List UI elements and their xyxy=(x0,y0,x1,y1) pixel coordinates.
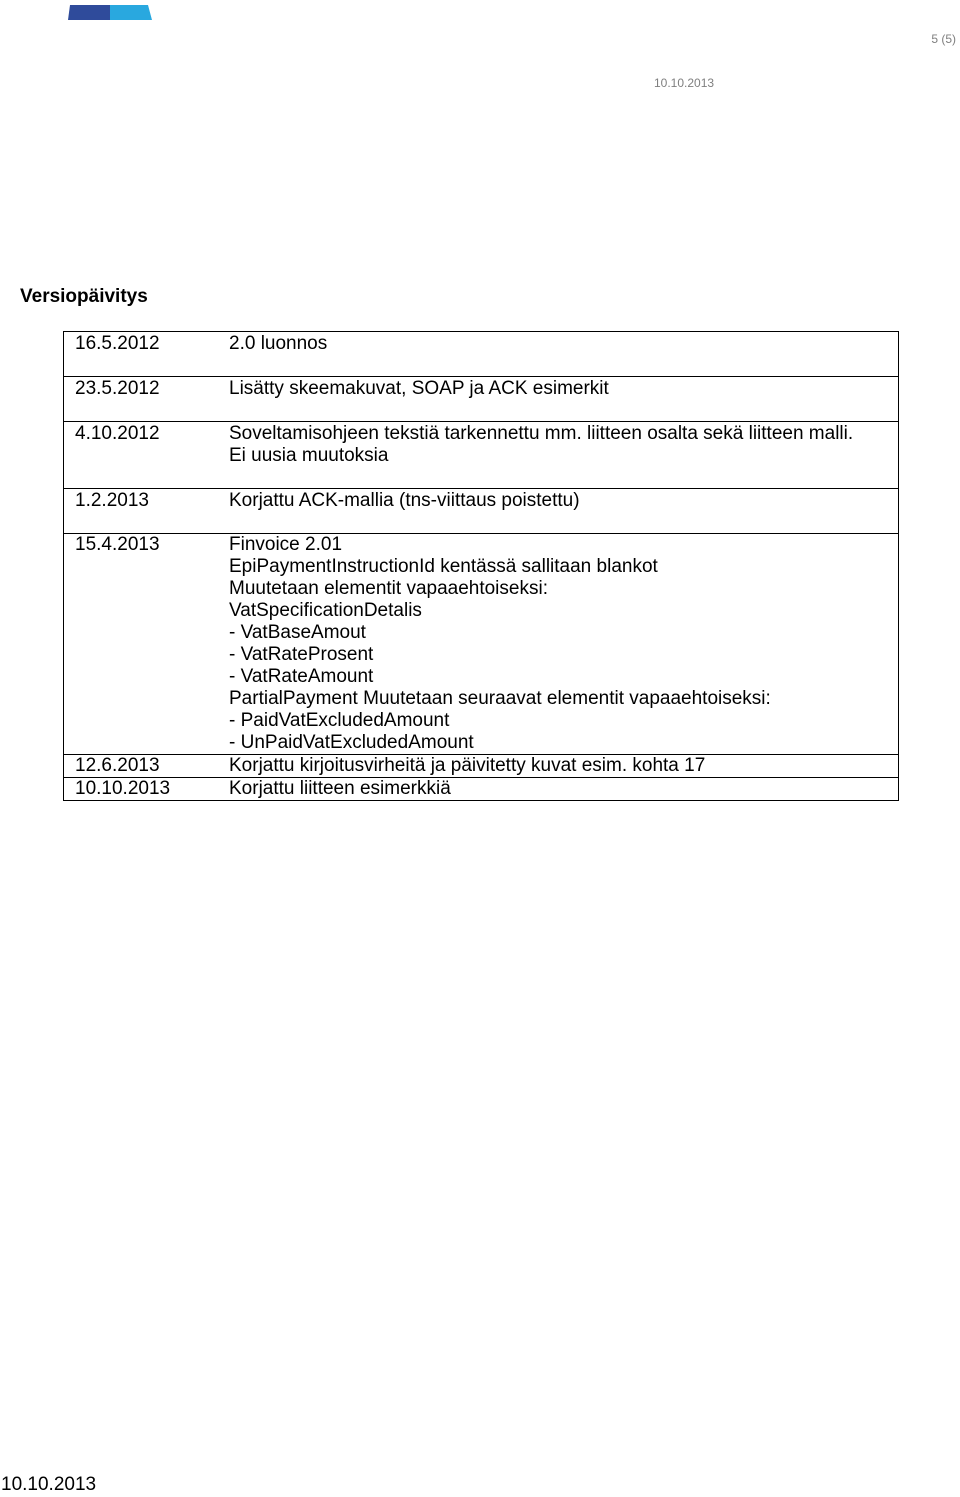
page-number: 5 (5) xyxy=(931,32,956,46)
version-date: 15.4.2013 xyxy=(64,534,219,755)
description-line: Soveltamisohjeen tekstiä tarkennettu mm. liitteen osalta sekä liitteen malli. xyxy=(229,423,854,444)
version-history-table xyxy=(63,331,899,801)
version-date: 1.2.2013 xyxy=(64,489,219,534)
description-line: Muutetaan elementit vapaaehtoiseksi: xyxy=(229,578,548,599)
version-description xyxy=(218,489,899,534)
logo-right-shape xyxy=(110,5,152,20)
description-line: PartialPayment Muutetaan seuraavat elementit vapaaehtoiseksi: xyxy=(229,688,771,709)
description-line: Korjattu kirjoitusvirheitä ja päivitetty kuvat esim. kohta 17 xyxy=(229,755,706,776)
version-date: 10.10.2013 xyxy=(64,778,219,801)
table-row xyxy=(64,755,899,778)
version-description xyxy=(218,755,899,778)
description-line: - UnPaidVatExcludedAmount xyxy=(229,732,474,753)
table-row xyxy=(64,778,899,801)
table-row xyxy=(64,422,899,489)
description-line: - VatBaseAmout xyxy=(229,622,366,643)
version-description xyxy=(218,534,899,755)
description-line: - VatRateProsent xyxy=(229,644,374,665)
version-date: 23.5.2012 xyxy=(64,377,219,422)
footer-date: 10.10.2013 xyxy=(1,1474,97,1495)
description-line: Korjattu ACK-mallia (tns-viittaus poistettu) xyxy=(229,490,580,511)
description-line: Lisätty skeemakuvat, SOAP ja ACK esimerkit xyxy=(229,378,609,399)
description-line: - VatRateAmount xyxy=(229,666,374,687)
table-row xyxy=(64,489,899,534)
version-date: 4.10.2012 xyxy=(64,422,219,489)
version-description xyxy=(218,377,899,422)
table-row xyxy=(64,332,899,377)
version-description xyxy=(218,332,899,377)
description-line: Ei uusia muutoksia xyxy=(229,445,389,466)
description-line: VatSpecificationDetalis xyxy=(229,600,422,621)
version-description xyxy=(218,778,899,801)
description-line: Finvoice 2.01 xyxy=(229,534,343,555)
logo-left-shape xyxy=(68,5,110,20)
description-line: Korjattu liitteen esimerkkiä xyxy=(229,778,451,799)
version-date: 16.5.2012 xyxy=(64,332,219,377)
table-row xyxy=(64,534,899,755)
header-date: 10.10.2013 xyxy=(654,76,715,90)
description-line: 2.0 luonnos xyxy=(229,333,328,354)
description-line: EpiPaymentInstructionId kentässä sallitaan blankot xyxy=(229,556,658,577)
company-logo xyxy=(68,5,152,20)
version-description xyxy=(218,422,899,489)
description-line: - PaidVatExcludedAmount xyxy=(229,710,450,731)
table-row xyxy=(64,377,899,422)
version-date: 12.6.2013 xyxy=(64,755,219,778)
section-title: Versiopäivitys xyxy=(20,286,148,307)
